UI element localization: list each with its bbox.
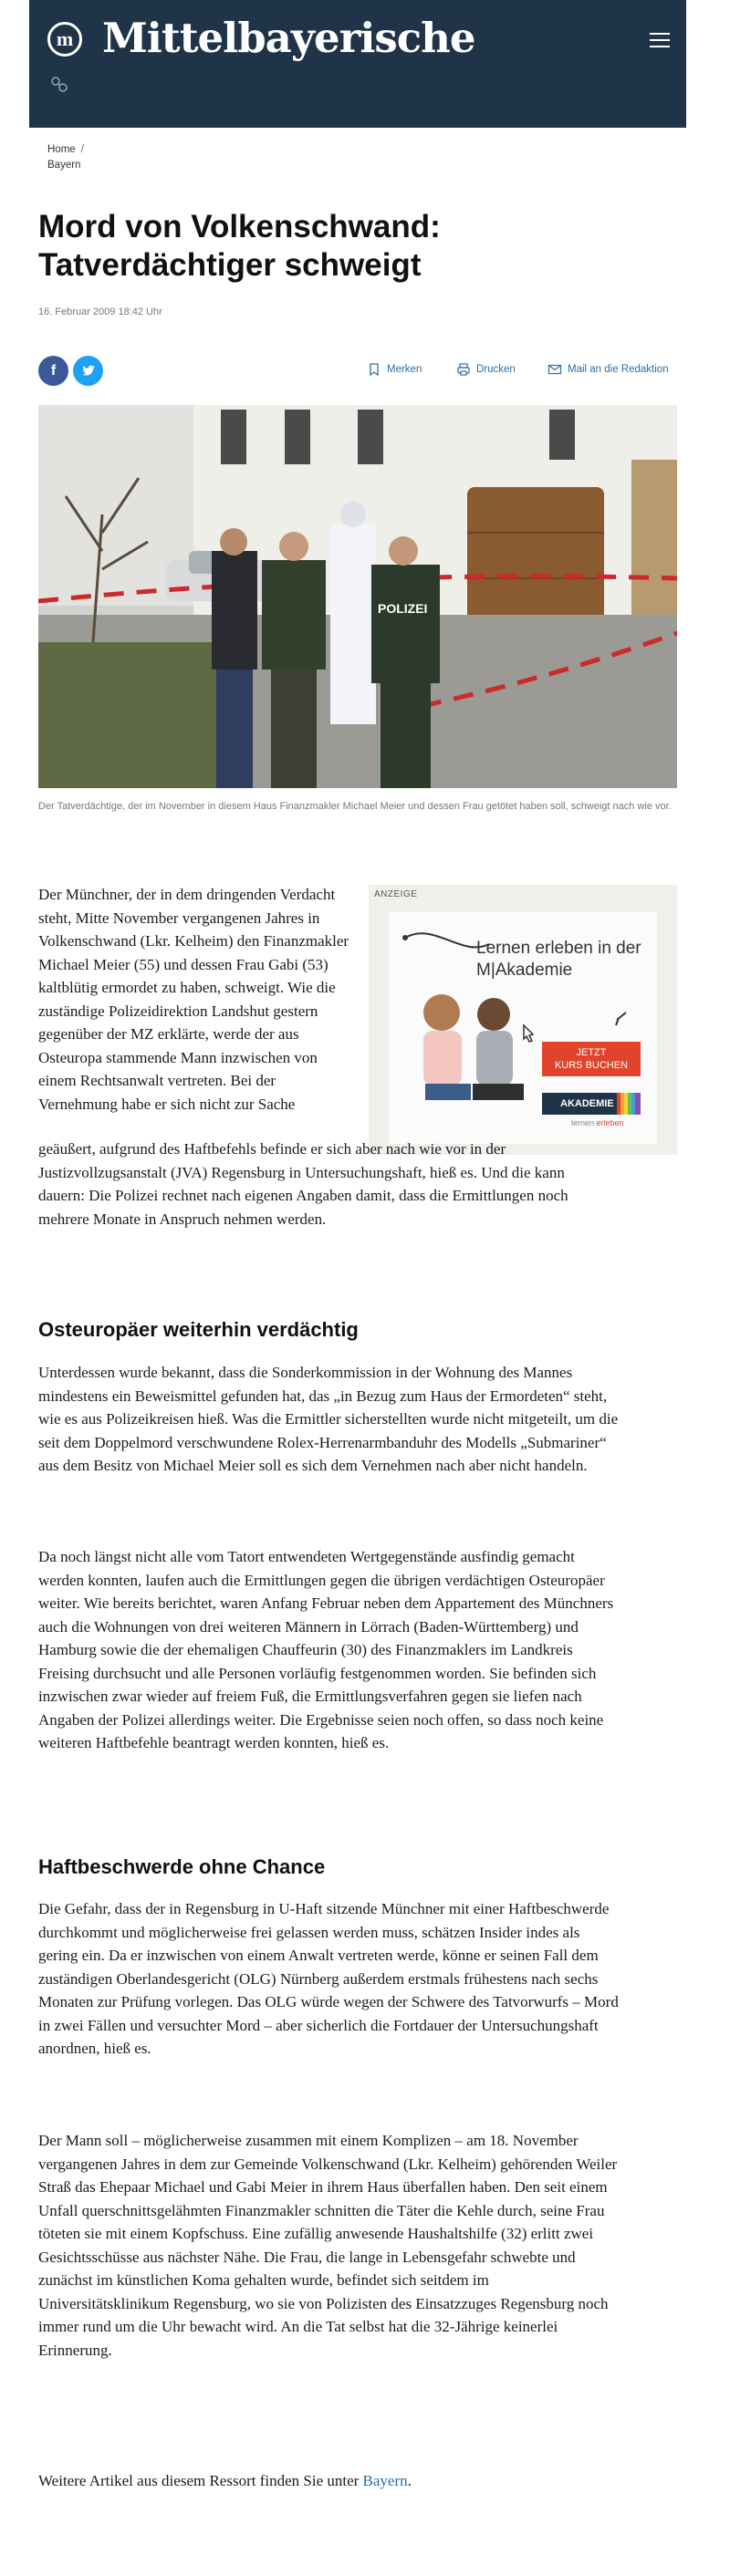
paragraph-1b: geäußert, aufgrund des Haftbefehls befinde er sich aber nach wie vor in der Justizvollzugsanstalt (JVA) Regensburg in Untersuchungshaft, hieß es. Und die kann dauern: Die Polizei rechnet nach eigenen Angaben damit, dass die Ermittlungen noch mehrere Monate in Anspruch nehmen werden. bbox=[38, 1140, 568, 1228]
paragraph-2: Unterdessen wurde bekannt, dass die Sonderkommission in der Wohnung des Mannes mindestens ein Beweismittel gefunden hat, das „in Bezug zum Haus der Ermordeten“ steht, wie es aus Polizeikreisen hieß. Was die Ermittler sicherstellten wurde nicht mitgeteilt, um die seit dem Doppelmord verschwundene Rolex-Herrenarmbanduhr des Modells „Submariner“ aus dem Besitz von Michael Meier soll es sich dem Vernehmen nach aber nicht handeln. bbox=[38, 1364, 619, 1474]
more-articles: Weitere Artikel aus diesem Ressort finden Sie unter Bayern. bbox=[38, 2472, 412, 2489]
save-label: Merken bbox=[387, 364, 422, 375]
mail-label: Mail an die Redaktion bbox=[568, 364, 669, 375]
mail-icon bbox=[548, 362, 562, 377]
save-button[interactable] bbox=[367, 362, 422, 377]
bookmark-icon bbox=[367, 362, 381, 377]
article-title: Mord von Volkenschwand: Tatverdächtiger schweigt bbox=[38, 209, 441, 283]
breadcrumb bbox=[47, 142, 84, 173]
article-date: 16. Februar 2009 18:42 Uhr bbox=[38, 306, 162, 317]
police-label: POLIZEI bbox=[378, 601, 428, 616]
print-label: Drucken bbox=[476, 364, 516, 375]
facebook-share-button[interactable]: f bbox=[38, 356, 68, 386]
breadcrumb-separator: / bbox=[80, 144, 84, 155]
mail-editor-button[interactable] bbox=[548, 362, 669, 377]
photo-caption: Der Tatverdächtige, der im November in diesem Haus Finanzmakler Michael Meier und dessen Frau getötet haben soll, schweigt nach wie vor. bbox=[38, 801, 672, 812]
subheading-1: Osteuropäer weiterhin verdächtig bbox=[38, 1318, 359, 1341]
ad-button-line2: KURS BUCHEN bbox=[554, 1060, 629, 1071]
breadcrumb-home[interactable]: Home bbox=[47, 144, 76, 155]
paragraph-3: Da noch längst nicht alle vom Tatort entwendeten Wertgegenstände ausfindig gemacht werden konnten, laufen auch die Ermittlungen gegen die übrigen verdächtigen Osteuropäer weiter. Wie bereits berichtet, waren Anfang Februar neben dem Appartement des Münchners auch die Wohnungen von drei weiteren Männern in Lörrach (Baden-Württemberg) und Hamburg sowie die der ehemaligen Chauffeurin (30) des Finanzmaklers im Landkreis Freising durchsucht und alle Personen vorläufig festgenommen worden. Sie befinden sich inzwischen zwar wieder auf freiem Fuß, die Ermittlungsverfahren gegen sie liefen nach Angaben der Polizei allerdings weiter. Die Ergebnisse seien noch offen, so dass noch keine weiteren Haftbefehle beantragt werden konnten, hieß es. bbox=[38, 1548, 614, 1751]
paragraph-4: Die Gefahr, dass der in Regensburg in U-Haft sitzende Münchner mit einer Haftbeschwerde durchkommt und möglicherweise frei gelassen werden muss, schätzen Insider indes als gering ein. Da er inzwischen von einem Anwalt vertreten werde, könne er seinen Fall dem zuständigen Oberlandesgericht (OLG) Nürnberg außerdem erstmals frühestens nach sechs Monaten zur Prüfung vorlegen. Das OLG würde wegen der Schwere des Tatvorwurfs – Mord in zwei Fällen und versuchter Mord – aber sicherlich die Fortdauer der Untersuchungshaft anordnen, hieß es. bbox=[38, 1900, 619, 2057]
article-photo bbox=[38, 405, 677, 788]
site-header bbox=[29, 0, 686, 128]
twitter-share-button[interactable] bbox=[73, 356, 103, 386]
brand-name[interactable]: Mittelbayerische bbox=[102, 14, 475, 62]
ad-headline: Lernen erleben in der M|Akademie bbox=[476, 939, 641, 980]
twitter-icon bbox=[81, 363, 96, 378]
menu-icon[interactable] bbox=[650, 33, 670, 47]
paragraph-5: Der Mann soll – möglicherweise zusammen mit einem Komplizen – am 18. November vergangenen Jahres in dem zur Gemeinde Volkenschwand (Lkr. Kelheim) gehörenden Weiler Straß das Ehepaar Michael und Gabi Meier in ihrem Haus überfallen haben. Den seit einem Unfall querschnittsgelähmten Finanzmakler schnitten die Täter die Kehle durch, seine Frau töteten sie mit einem Kopfschuss. Eine zufällig anwesende Haushaltshilfe (32) erlitt zwei Gesichtsschüsse aus nächster Nähe. Die Frau, die lange in Lebensgefahr schwebte und zunächst im künstlichen Koma gehalten wurde, befindet sich seitdem im Universitätsklinikum Regensburg, wo sie von Polizisten des Einsatzzuges Regensburg noch immer rund um die Uhr bewacht wird. An die Tat selbst hat die 32-Jährige keinerlei Erinnerung. bbox=[38, 2132, 618, 2359]
ad-tagline: lernen erleben bbox=[571, 1118, 624, 1127]
ad-label: ANZEIGE bbox=[374, 889, 418, 899]
ad-book-course-button[interactable] bbox=[542, 1042, 641, 1076]
paragraph-1a: Der Münchner, der in dem dringenden Verdacht steht, Mitte November vergangenen Jahres in Volkenschwand (Lkr. Kelheim) den Finanzmakler Michael Meier (55) und dessen Frau Gabi (53) kaltblütig ermordet zu haben, schweigt. Wie die zuständige Polizeidirektion Landshut gestern gegenüber der MZ erklärte, werde der aus Osteuropa stammende Mann inzwischen von einem Rechtsanwalt vertreten. Bei der Vernehmung habe er sich nicht zur Sache bbox=[38, 886, 349, 1113]
ad-banner[interactable] bbox=[389, 912, 657, 1144]
ad-akademie-logo: AKADEMIE bbox=[542, 1093, 641, 1115]
logo-mark[interactable]: m bbox=[47, 22, 82, 57]
ad-button-line1: JETZT bbox=[576, 1047, 607, 1058]
user-icon[interactable] bbox=[49, 75, 69, 95]
print-button[interactable] bbox=[456, 362, 516, 377]
section-link-bayern[interactable]: Bayern bbox=[362, 2472, 408, 2489]
advertisement[interactable] bbox=[369, 885, 677, 1155]
subheading-2: Haftbeschwerde ohne Chance bbox=[38, 1855, 326, 1878]
page-frame bbox=[29, 0, 686, 2576]
printer-icon bbox=[456, 362, 471, 377]
breadcrumb-section[interactable]: Bayern bbox=[47, 160, 81, 171]
ad-color-bar bbox=[617, 1093, 641, 1115]
